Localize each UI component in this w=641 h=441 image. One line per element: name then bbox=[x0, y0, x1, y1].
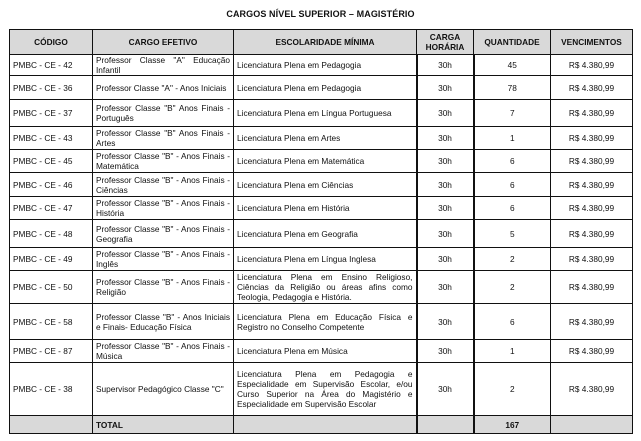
cell-codigo: PMBC - CE - 50 bbox=[10, 271, 93, 304]
cell-carga: 30h bbox=[417, 127, 474, 150]
total-empty-cell bbox=[234, 416, 417, 434]
table-row bbox=[10, 127, 633, 150]
cell-cargo: Professor Classe "B" - Anos Finais - Inglês bbox=[93, 248, 234, 271]
header-cargo: CARGO EFETIVO bbox=[93, 30, 234, 55]
cell-carga: 30h bbox=[417, 100, 474, 127]
cell-quantidade: 7 bbox=[474, 100, 551, 127]
cell-carga: 30h bbox=[417, 248, 474, 271]
total-empty-cell bbox=[417, 416, 474, 434]
table-row bbox=[10, 197, 633, 220]
header-carga bbox=[417, 30, 474, 55]
page-title: CARGOS NÍVEL SUPERIOR – MAGISTÉRIO bbox=[226, 9, 415, 19]
cell-codigo: PMBC - CE - 38 bbox=[10, 363, 93, 416]
cell-cargo: Professor Classe "B" - Anos Finais - Música bbox=[93, 340, 234, 363]
header-carga-line2: HORÁRIA bbox=[425, 42, 465, 52]
cell-carga: 30h bbox=[417, 197, 474, 220]
cell-quantidade: 6 bbox=[474, 150, 551, 173]
cell-cargo: Professor Classe "B" - Anos Finais - Geografia bbox=[93, 220, 234, 248]
cell-cargo: Professor Classe "B" - Anos Finais - Ciências bbox=[93, 173, 234, 197]
cell-quantidade: 1 bbox=[474, 340, 551, 363]
cell-quantidade: 2 bbox=[474, 248, 551, 271]
cell-cargo: Professor Classe "A" Educação Infantil bbox=[93, 55, 234, 76]
cell-carga: 30h bbox=[417, 173, 474, 197]
cell-cargo: Professor Classe "B" - Anos Iniciais e Finais- Educação Física bbox=[93, 304, 234, 340]
cell-vencimentos: R$ 4.380,99 bbox=[551, 304, 633, 340]
table-row bbox=[10, 304, 633, 340]
cell-escolaridade: Licenciatura Plena em Língua Inglesa bbox=[234, 248, 417, 271]
cell-codigo: PMBC - CE - 87 bbox=[10, 340, 93, 363]
cell-vencimentos: R$ 4.380,99 bbox=[551, 173, 633, 197]
cell-escolaridade: Licenciatura Plena em Pedagogia bbox=[234, 55, 417, 76]
cell-escolaridade: Licenciatura Plena em Pedagogia bbox=[234, 76, 417, 100]
cell-vencimentos: R$ 4.380,99 bbox=[551, 197, 633, 220]
cell-cargo: Professor Classe "B" Anos Finais - Artes bbox=[93, 127, 234, 150]
cell-carga: 30h bbox=[417, 271, 474, 304]
table-row bbox=[10, 271, 633, 304]
cell-cargo: Professor Classe "B" - Anos Finais - Matemática bbox=[93, 150, 234, 173]
table-row bbox=[10, 173, 633, 197]
total-row bbox=[10, 416, 633, 434]
cell-carga: 30h bbox=[417, 150, 474, 173]
cell-vencimentos: R$ 4.380,99 bbox=[551, 220, 633, 248]
cell-escolaridade: Licenciatura Plena em Ciências bbox=[234, 173, 417, 197]
cell-cargo: Supervisor Pedagógico Classe "C" bbox=[93, 363, 234, 416]
cell-codigo: PMBC - CE - 46 bbox=[10, 173, 93, 197]
cell-escolaridade: Licenciatura Plena em História bbox=[234, 197, 417, 220]
cell-cargo: Professor Classe "B" - Anos Finais - História bbox=[93, 197, 234, 220]
header-carga-line1: CARGA bbox=[429, 32, 461, 42]
cell-carga: 30h bbox=[417, 220, 474, 248]
cell-escolaridade: Licenciatura Plena em Música bbox=[234, 340, 417, 363]
cell-vencimentos: R$ 4.380,99 bbox=[551, 100, 633, 127]
cell-codigo: PMBC - CE - 58 bbox=[10, 304, 93, 340]
header-quantidade: QUANTIDADE bbox=[474, 30, 551, 55]
cell-vencimentos: R$ 4.380,99 bbox=[551, 363, 633, 416]
cell-vencimentos: R$ 4.380,99 bbox=[551, 55, 633, 76]
cell-vencimentos: R$ 4.380,99 bbox=[551, 248, 633, 271]
table-row bbox=[10, 76, 633, 100]
cell-escolaridade: Licenciatura Plena em Ensino Religioso, Ciências da Religião ou áreas afins como Teologia, Pedagogia e História. bbox=[234, 271, 417, 304]
cell-vencimentos: R$ 4.380,99 bbox=[551, 340, 633, 363]
cell-vencimentos: R$ 4.380,99 bbox=[551, 127, 633, 150]
cell-carga: 30h bbox=[417, 304, 474, 340]
cell-codigo: PMBC - CE - 43 bbox=[10, 127, 93, 150]
cell-carga: 30h bbox=[417, 55, 474, 76]
cell-quantidade: 6 bbox=[474, 197, 551, 220]
cell-quantidade: 1 bbox=[474, 127, 551, 150]
positions-table bbox=[9, 29, 633, 434]
table-row bbox=[10, 248, 633, 271]
cell-quantidade: 78 bbox=[474, 76, 551, 100]
header-escolaridade: ESCOLARIDADE MÍNIMA bbox=[234, 30, 417, 55]
cell-codigo: PMBC - CE - 37 bbox=[10, 100, 93, 127]
cell-escolaridade: Licenciatura Plena em Geografia bbox=[234, 220, 417, 248]
cell-carga: 30h bbox=[417, 363, 474, 416]
header-vencimentos: VENCIMENTOS bbox=[551, 30, 633, 55]
cell-quantidade: 2 bbox=[474, 271, 551, 304]
cell-vencimentos: R$ 4.380,99 bbox=[551, 271, 633, 304]
cell-codigo: PMBC - CE - 49 bbox=[10, 248, 93, 271]
table-row bbox=[10, 150, 633, 173]
table-row bbox=[10, 340, 633, 363]
header-codigo: CÓDIGO bbox=[10, 30, 93, 55]
cell-codigo: PMBC - CE - 47 bbox=[10, 197, 93, 220]
cell-quantidade: 6 bbox=[474, 173, 551, 197]
cell-quantidade: 5 bbox=[474, 220, 551, 248]
cell-quantidade: 2 bbox=[474, 363, 551, 416]
cell-carga: 30h bbox=[417, 340, 474, 363]
total-quantidade: 167 bbox=[474, 416, 551, 434]
total-label: TOTAL bbox=[93, 416, 234, 434]
cell-cargo: Professor Classe "B" - Anos Finais - Religião bbox=[93, 271, 234, 304]
cell-vencimentos: R$ 4.380,99 bbox=[551, 76, 633, 100]
table-row bbox=[10, 55, 633, 76]
cell-cargo: Professor Classe "B" Anos Finais - Português bbox=[93, 100, 234, 127]
cell-cargo: Professor Classe "A" - Anos Iniciais bbox=[93, 76, 234, 100]
cell-escolaridade: Licenciatura Plena em Artes bbox=[234, 127, 417, 150]
cell-quantidade: 6 bbox=[474, 304, 551, 340]
table-header-row bbox=[10, 30, 633, 55]
table-row bbox=[10, 220, 633, 248]
cell-escolaridade: Licenciatura Plena em Matemática bbox=[234, 150, 417, 173]
cell-vencimentos: R$ 4.380,99 bbox=[551, 150, 633, 173]
cell-codigo: PMBC - CE - 36 bbox=[10, 76, 93, 100]
table-row bbox=[10, 363, 633, 416]
cell-escolaridade: Licenciatura Plena em Educação Física e Registro no Conselho Competente bbox=[234, 304, 417, 340]
cell-quantidade: 45 bbox=[474, 55, 551, 76]
cell-carga: 30h bbox=[417, 76, 474, 100]
table-row bbox=[10, 100, 633, 127]
total-empty-cell bbox=[10, 416, 93, 434]
cell-escolaridade: Licenciatura Plena em Pedagogia e Especialidade em Supervisão Escolar, e/ou Curso Superior na Área do Magistério e Especialidade em Supervisão Escolar bbox=[234, 363, 417, 416]
cell-codigo: PMBC - CE - 42 bbox=[10, 55, 93, 76]
cell-codigo: PMBC - CE - 48 bbox=[10, 220, 93, 248]
total-empty-cell bbox=[551, 416, 633, 434]
cell-codigo: PMBC - CE - 45 bbox=[10, 150, 93, 173]
cell-escolaridade: Licenciatura Plena em Língua Portuguesa bbox=[234, 100, 417, 127]
